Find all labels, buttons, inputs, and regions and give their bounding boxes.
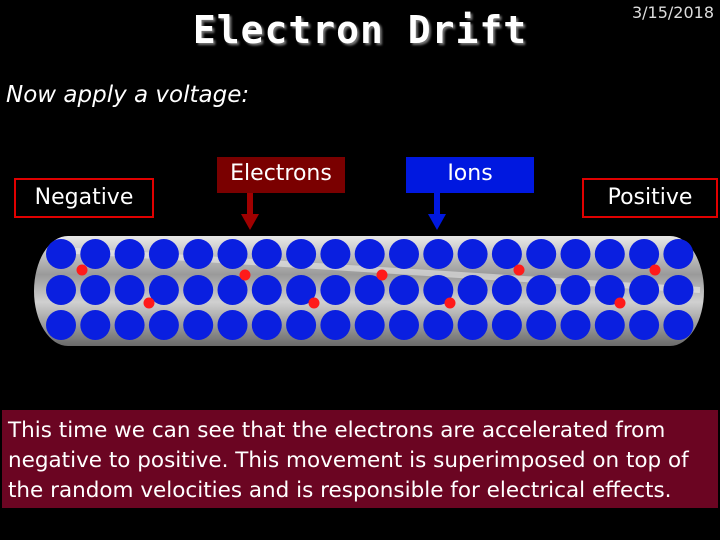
ion-circle — [492, 239, 522, 269]
electron-dot — [615, 298, 626, 309]
ion-circle — [492, 275, 522, 305]
ion-circle — [389, 310, 419, 340]
ion-circle — [115, 275, 145, 305]
ion-circle — [663, 239, 693, 269]
ion-circle — [595, 239, 625, 269]
ion-circle — [526, 239, 556, 269]
ion-circle — [286, 310, 316, 340]
electron-dot — [377, 270, 388, 281]
ion-circle — [629, 239, 659, 269]
ion-circle — [355, 310, 385, 340]
intro-text: Now apply a voltage: — [6, 82, 250, 108]
slide-title: Electron Drift — [192, 8, 528, 52]
ion-circle — [526, 310, 556, 340]
ion-circle — [526, 275, 556, 305]
ion-circle — [149, 310, 179, 340]
ion-circle — [423, 310, 453, 340]
ion-circle — [115, 239, 145, 269]
ion-circle — [663, 275, 693, 305]
ion-circle — [183, 239, 213, 269]
ion-circle — [389, 275, 419, 305]
ion-circle — [561, 310, 591, 340]
ion-circle — [183, 310, 213, 340]
ion-circle — [320, 275, 350, 305]
ion-circle — [629, 275, 659, 305]
ion-circle — [320, 310, 350, 340]
ions-label: Ions — [406, 157, 534, 193]
electron-dot — [445, 298, 456, 309]
electrons-label: Electrons — [217, 157, 345, 193]
electrons-arrow — [241, 193, 259, 230]
negative-terminal-label: Negative — [14, 178, 154, 218]
ion-circle — [458, 310, 488, 340]
ion-circle — [183, 275, 213, 305]
ion-circle — [80, 239, 110, 269]
ion-circle — [46, 310, 76, 340]
ion-circle — [492, 310, 522, 340]
ion-circle — [458, 239, 488, 269]
explanation-caption: This time we can see that the electrons are accelerated from negative to positive. This movement is superimposed on top of the random velocities and is responsible for electrical effects. — [2, 410, 718, 508]
ion-circle — [561, 275, 591, 305]
electron-dot — [514, 265, 525, 276]
ion-circle — [595, 310, 625, 340]
ion-circle — [389, 239, 419, 269]
ion-circle — [423, 239, 453, 269]
ion-lattice — [46, 239, 693, 340]
ion-circle — [458, 275, 488, 305]
electron-dot — [240, 270, 251, 281]
ion-circle — [218, 310, 248, 340]
ion-circle — [355, 239, 385, 269]
ion-circle — [218, 239, 248, 269]
ion-circle — [46, 239, 76, 269]
slide-date: 3/15/2018 — [631, 3, 714, 22]
positive-terminal-label: Positive — [582, 178, 718, 218]
ion-circle — [252, 275, 282, 305]
electron-dot — [309, 298, 320, 309]
ion-circle — [149, 239, 179, 269]
ions-arrow — [428, 193, 446, 230]
ion-circle — [115, 310, 145, 340]
electron-dot — [650, 265, 661, 276]
ion-circle — [252, 310, 282, 340]
electron-dot — [77, 265, 88, 276]
ion-circle — [286, 239, 316, 269]
ion-circle — [46, 275, 76, 305]
ion-circle — [320, 239, 350, 269]
ion-circle — [629, 310, 659, 340]
ion-circle — [80, 310, 110, 340]
ion-circle — [561, 239, 591, 269]
ion-circle — [663, 310, 693, 340]
ion-circle — [80, 275, 110, 305]
ion-circle — [252, 239, 282, 269]
electron-dot — [144, 298, 155, 309]
